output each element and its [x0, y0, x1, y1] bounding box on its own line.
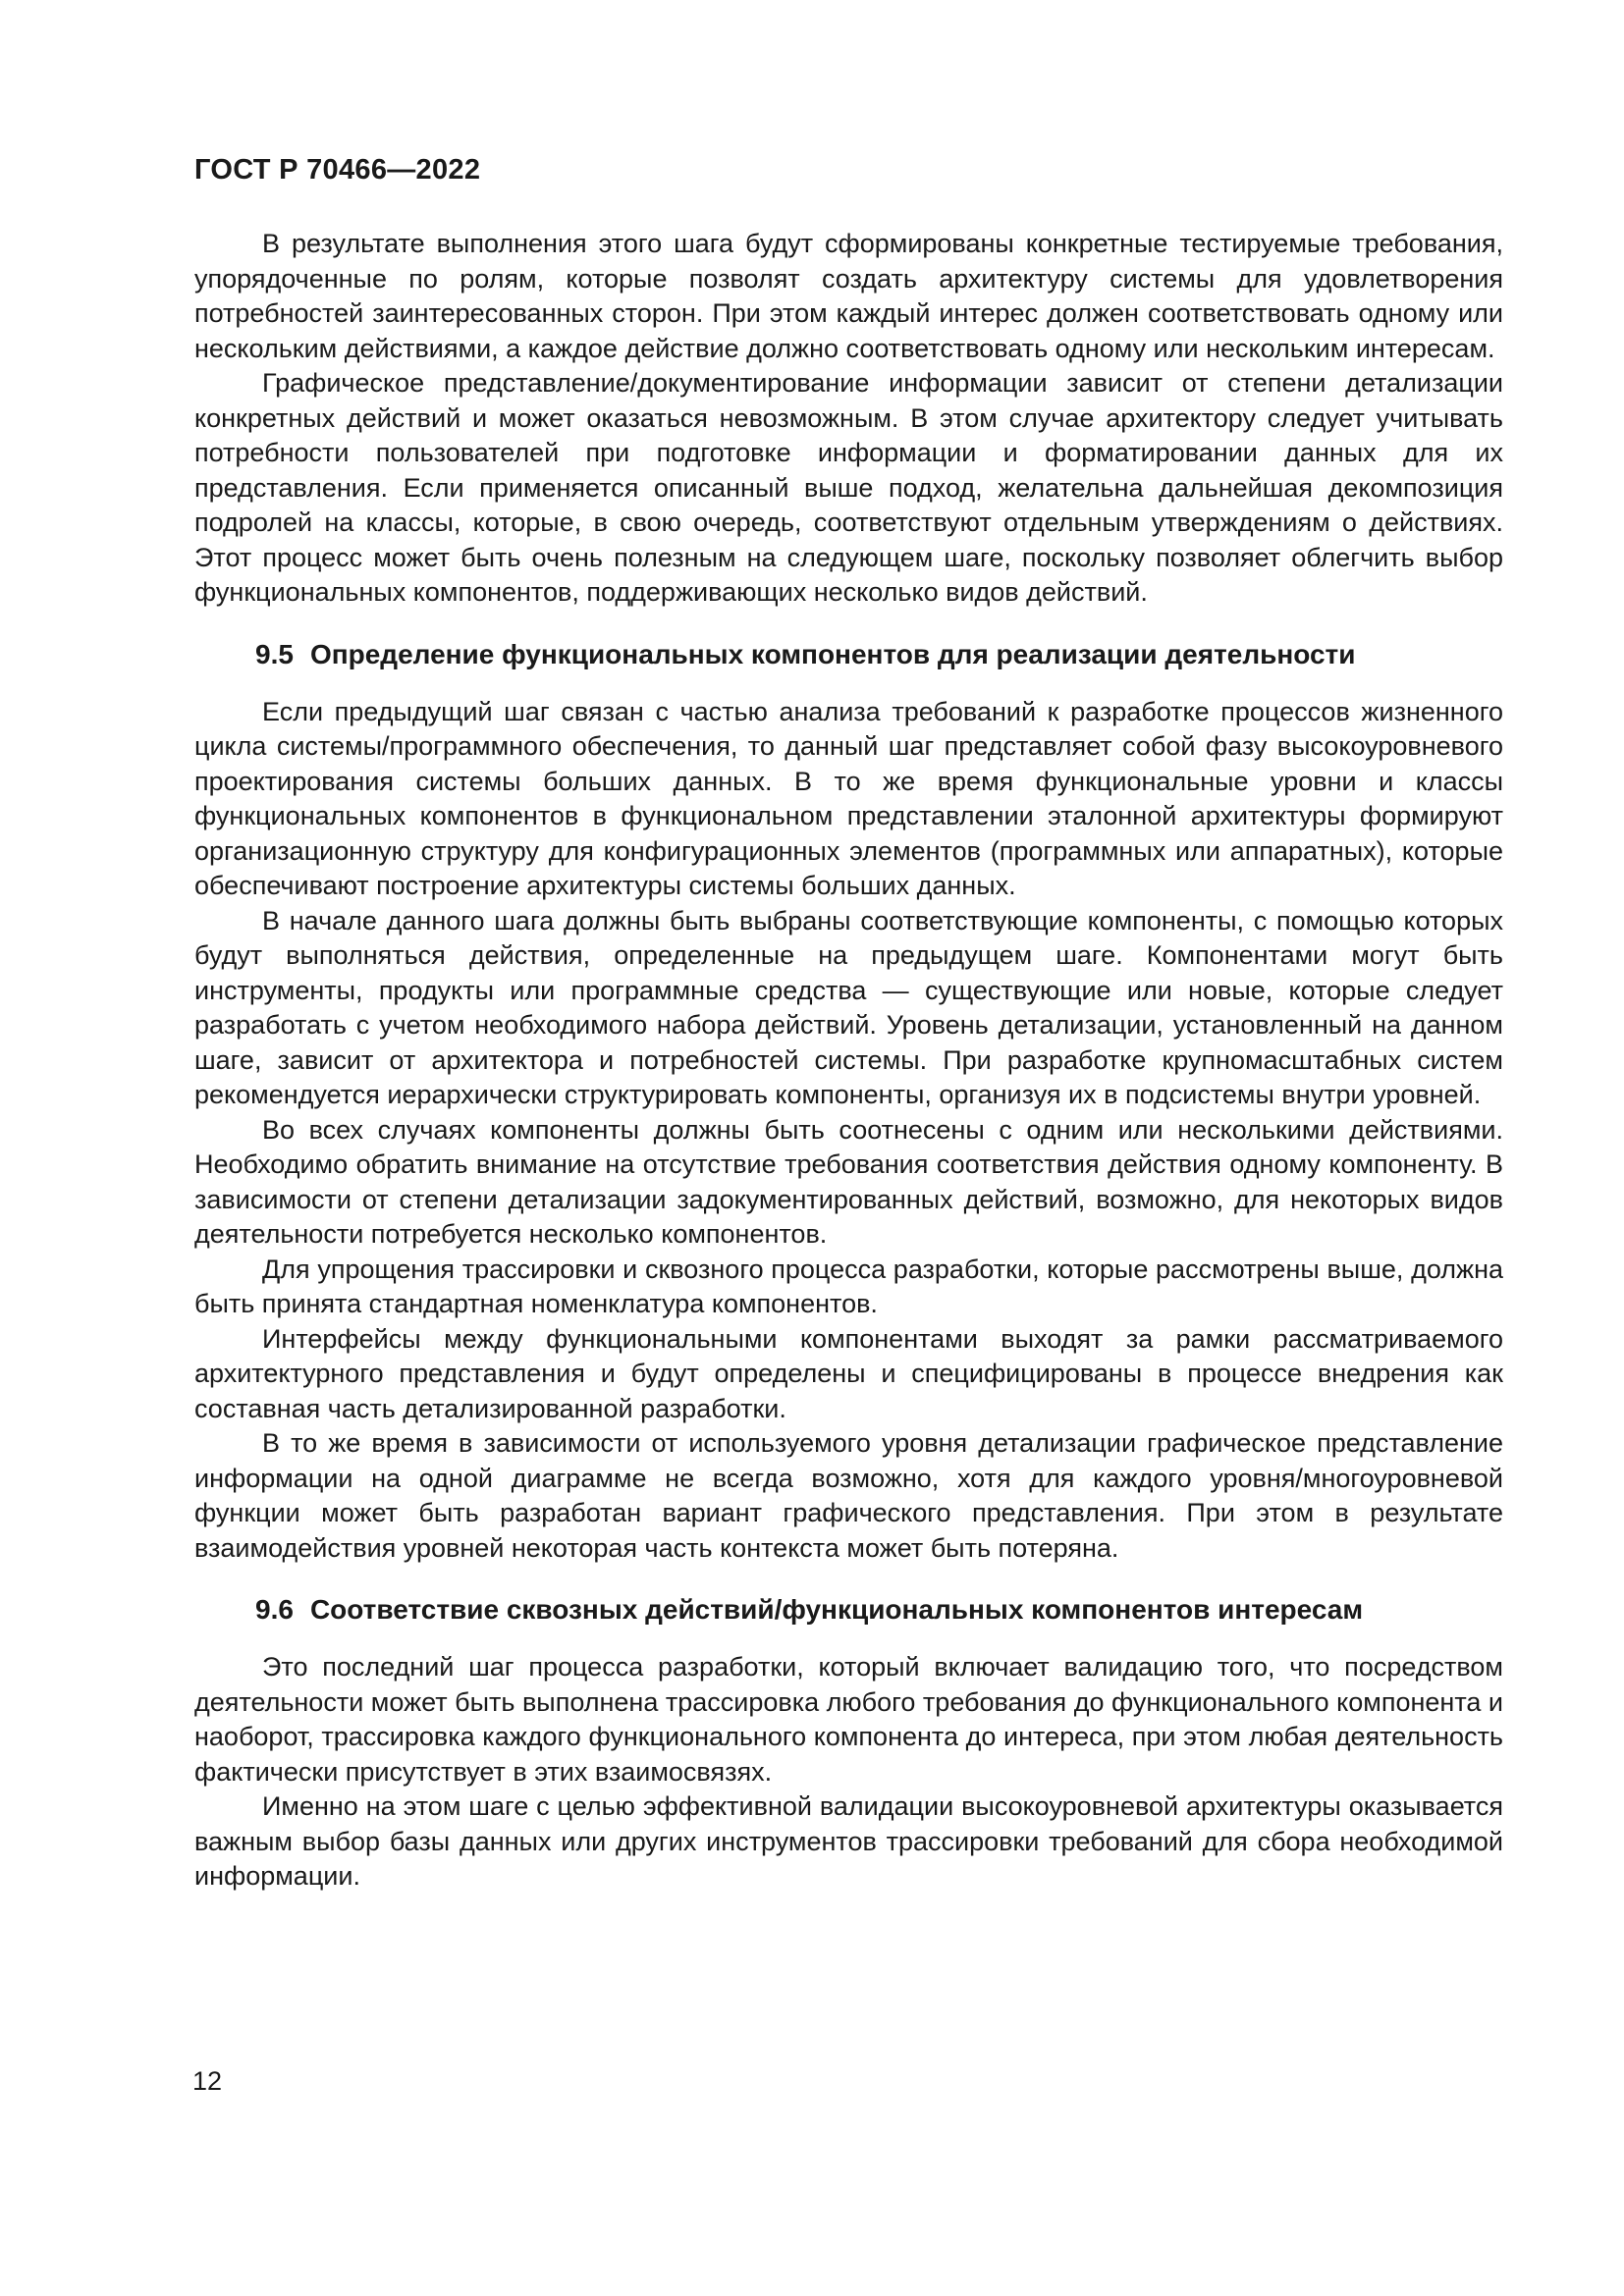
- paragraph: Если предыдущий шаг связан с частью анализа требований к разработке процессов жизненного цикла системы/программного обеспечения, то данный шаг представляет собой фазу высокоуровневого проектирования системы больших данных. В то же время функциональные уровни и классы функциональных компонентов в функциональном представлении эталонной архитектуры формируют организационную структуру для конфигурационных элементов (программных или аппаратных), которые обеспечивают построение архитектуры системы больших данных.: [194, 696, 1503, 900]
- paragraph: Графическое представление/документирование информации зависит от степени детализации конкретных действий и может оказаться невозможным. В этом случае архитектору следует учитывать потребности пользователей при подготовке информации и форматировании данных для их представления. Если применяется описанный выше подход, желательна дальнейшая декомпозиция подролей на классы, которые, в свою очередь, соответствуют отдельным утверждениям о действиях. Этот процесс может быть очень полезным на следующем шаге, поскольку позволяет облегчить выбор функциональных компонентов, поддерживающих несколько видов действий.: [194, 368, 1503, 607]
- page-content: [194, 154, 1503, 1895]
- document-code-header: ГОСТ Р 70466—2022: [194, 154, 481, 186]
- page-number: 12: [192, 2066, 223, 2096]
- paragraph: Именно на этом шаге с целью эффективной валидации высокоуровневой архитектуры оказывается важным выбор базы данных или других инструментов трассировки требований для сбора необходимой информации.: [194, 1791, 1503, 1891]
- section-heading-9-5: [194, 638, 1503, 671]
- paragraph: Во всех случаях компоненты должны быть соотнесены с одним или несколькими действиями. Необходимо обратить внимание на отсутствие требования соответствия действия одному компоненту. В зависимости от степени детализации задокументированных действий, возможно, для некоторых видов деятельности потребуется несколько компонентов.: [194, 1114, 1503, 1249]
- section-title: Определение функциональных компонентов для реализации деятельности: [309, 638, 1356, 669]
- paragraph: Это последний шаг процесса разработки, который включает валидацию того, что посредством деятельности может быть выполнена трассировка любого требования до функционального компонента и наоборот, трассировка каждого функционального компонента до интереса, при этом любая деятельность фактически присутствует в этих взаимосвязях.: [194, 1652, 1503, 1787]
- section-heading-9-6: [194, 1593, 1503, 1627]
- paragraph: В то же время в зависимости от используемого уровня детализации графическое представление информации на одной диаграмме не всегда возможно, хотя для каждого уровня/многоуровневой функции может быть разработан вариант графического представления. При этом в результате взаимодействия уровней некоторая часть контекста может быть потеряна.: [194, 1428, 1503, 1563]
- section-number: 9.5: [255, 638, 294, 669]
- section-title: Соответствие сквозных действий/функциональных компонентов интересам: [309, 1594, 1364, 1625]
- paragraph: В результате выполнения этого шага будут сформированы конкретные тестируемые требования, упорядоченные по ролям, которые позволят создать архитектуру системы для удовлетворения потребностей заинтересованных сторон. При этом каждый интерес должен соответствовать одному или нескольким действиями, а каждое действие должно соответствовать одному или нескольким интересам.: [194, 229, 1503, 363]
- section-number: 9.6: [255, 1594, 294, 1625]
- paragraph: Интерфейсы между функциональными компонентами выходят за рамки рассматриваемого архитектурного представления и будут определены и специфицированы в процессе внедрения как составная часть детализированной разработки.: [194, 1323, 1503, 1423]
- paragraph: Для упрощения трассировки и сквозного процесса разработки, которые рассмотрены выше, должна быть принята стандартная номенклатура компонентов.: [194, 1254, 1503, 1318]
- paragraph: В начале данного шага должны быть выбраны соответствующие компоненты, с помощью которых будут выполняться действия, определенные на предыдущем шаге. Компонентами могут быть инструменты, продукты или программные средства — существующие или новые, которые следует разработать с учетом необходимого набора действий. Уровень детализации, установленный на данном шаге, зависит от архитектора и потребностей системы. При разработке крупномасштабных систем рекомендуется иерархически структурировать компоненты, организуя их в подсистемы внутри уровней.: [194, 905, 1503, 1109]
